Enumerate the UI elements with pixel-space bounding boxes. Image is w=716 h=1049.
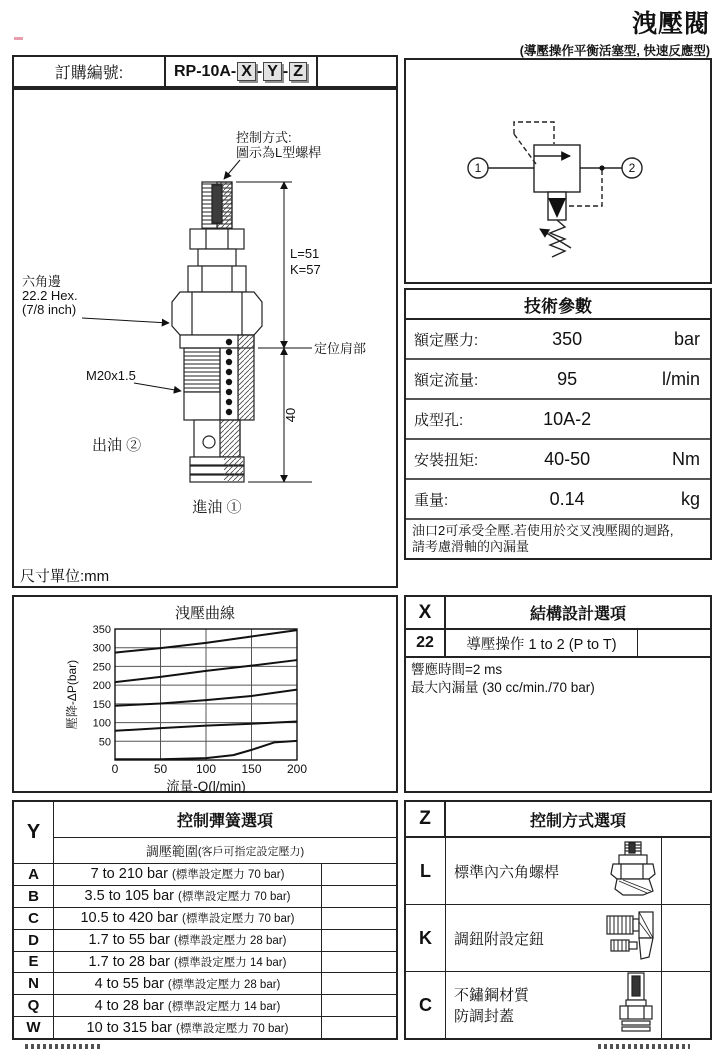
params-note-line1: 油口2可承受全壓.若使用於交叉洩壓閥的迴路,	[412, 523, 674, 538]
x-key: X	[406, 597, 446, 628]
y-range-value: 4 to 28 bar	[94, 997, 164, 1014]
z-options-header	[406, 802, 710, 838]
xtick-label: 0	[111, 762, 119, 776]
ytick-label: 300	[92, 642, 111, 655]
x-option-desc: 導壓操作 1 to 2 (P to T)	[446, 630, 638, 656]
scan-artifact	[14, 37, 23, 40]
y-option-empty-cell	[322, 908, 396, 929]
param-row	[406, 480, 710, 520]
y-standard-setting: (標準設定壓力 70 bar)	[171, 869, 285, 882]
y-option-empty-cell	[322, 864, 396, 885]
sealed-cap-icon	[615, 972, 657, 1038]
callout-hex-line3: (7/8 inch)	[22, 302, 77, 317]
port2-outlet-label: 出油 ②	[92, 437, 142, 454]
param-value: 10A-2	[543, 408, 592, 429]
y-option-code: B	[14, 886, 54, 907]
x-options-panel	[404, 595, 712, 793]
x-title: 結構設計選項	[529, 606, 626, 623]
dimension-drawing-panel	[12, 88, 398, 588]
y-option-empty-cell	[322, 952, 396, 973]
z-option-code: L	[406, 838, 446, 904]
y-range-value: 4 to 55 bar	[94, 975, 164, 992]
hydraulic-symbol-panel	[404, 58, 712, 284]
relief-curve-panel	[12, 595, 398, 793]
hydraulic-symbol	[406, 60, 710, 282]
y-option-range	[54, 995, 322, 1016]
y-option-empty-cell	[322, 886, 396, 907]
dim-40-label: 40	[283, 407, 298, 423]
y-axis-label: 壓降-ΔP(bar)	[65, 659, 79, 730]
z-option-desc	[446, 972, 662, 1038]
y-option-empty-cell	[322, 930, 396, 951]
y-standard-setting: (標準設定壓力 14 bar)	[173, 956, 287, 969]
y-option-code: A	[14, 864, 54, 885]
y-option-row	[14, 995, 396, 1017]
y-option-code: D	[14, 930, 54, 951]
y-option-row	[14, 952, 396, 974]
z-option-desc	[446, 905, 662, 971]
callout-control-line2: 圖示為L型螺桿	[236, 145, 322, 160]
x-option-row	[406, 630, 710, 658]
z-desc-line1: 調鈕附設定鈕	[454, 930, 545, 948]
z-desc-line1: 標準內六角螺桿	[454, 863, 560, 881]
y-option-empty-cell	[322, 995, 396, 1016]
shoulder-label: 定位肩部	[314, 341, 367, 356]
y-subtitle-main: 調壓範圍	[145, 844, 198, 859]
params-title: 技術參數	[406, 290, 710, 320]
order-code-sep1: -	[256, 62, 263, 80]
y-header-right	[54, 802, 396, 863]
y-standard-setting: (標準設定壓力 70 bar)	[176, 1022, 289, 1035]
ytick-label: 250	[92, 661, 111, 674]
xtick-label: 50	[153, 762, 168, 776]
ytick-label: 200	[92, 680, 111, 693]
y-standard-setting: (標準設定壓力 14 bar)	[167, 1000, 281, 1013]
y-standard-setting: (標準設定壓力 28 bar)	[167, 978, 281, 991]
param-label: 額定流量:	[414, 371, 479, 389]
xtick-label: 150	[241, 762, 262, 776]
z-title: 控制方式選項	[529, 812, 626, 830]
xtick-label: 200	[286, 762, 308, 776]
technical-parameters-panel	[404, 288, 712, 560]
param-value: 0.14	[549, 488, 585, 509]
y-option-empty-cell	[322, 973, 396, 994]
chart-title: 洩壓曲線	[174, 605, 235, 622]
ytick-label: 150	[92, 698, 111, 711]
y-standard-setting: (標準設定壓力 28 bar)	[173, 935, 287, 948]
param-row	[406, 400, 710, 440]
symbol-port2-label: 2	[628, 161, 636, 175]
y-range-value: 1.7 to 28 bar	[88, 953, 170, 970]
ytick-label: 100	[92, 717, 111, 730]
callout-hex-line1: 六角邊	[22, 274, 62, 289]
z-option-empty-cell	[662, 838, 710, 904]
order-empty-cell	[318, 57, 396, 86]
x-notes	[406, 658, 710, 699]
order-code-y: Y	[263, 62, 282, 82]
y-standard-setting: (標準設定壓力 70 bar)	[182, 913, 295, 926]
z-option-row	[406, 838, 710, 905]
callout-control-line1: 控制方式:	[236, 130, 292, 145]
y-option-code: C	[14, 908, 54, 929]
z-options-panel	[404, 800, 712, 1040]
y-option-row	[14, 930, 396, 952]
x-axis-label: 流量-Q(l/min)	[166, 779, 246, 793]
z-key: Z	[406, 802, 446, 836]
y-option-row	[14, 973, 396, 995]
param-value: 350	[552, 328, 583, 349]
symbol-port1-label: 1	[474, 161, 482, 175]
z-option-code: K	[406, 905, 446, 971]
ytick-label: 50	[98, 736, 111, 749]
y-option-range	[54, 886, 322, 907]
dim-l-label: L=51	[290, 246, 320, 261]
z-option-row	[406, 905, 710, 972]
x-note-line1: 響應時間=2 ms	[411, 662, 503, 677]
param-row	[406, 360, 710, 400]
dim-k-label: K=57	[290, 262, 321, 277]
page-subtitle: (導壓操作平衡活塞型, 快速反應型)	[519, 44, 710, 58]
page-title: 洩壓閥	[631, 10, 710, 38]
knob-icon	[605, 909, 657, 967]
y-option-range	[54, 908, 322, 929]
y-subtitle	[54, 838, 396, 863]
param-unit: Nm	[671, 448, 700, 469]
y-option-range	[54, 930, 322, 951]
valve-cross-section-drawing	[14, 90, 396, 586]
order-code-z: Z	[289, 62, 307, 82]
y-range-value: 10.5 to 420 bar	[80, 910, 179, 927]
y-rows	[14, 864, 396, 1038]
y-option-range	[54, 973, 322, 994]
param-value: 40-50	[544, 448, 591, 469]
z-option-row	[406, 972, 710, 1038]
order-code-x: X	[237, 62, 256, 82]
x-options-header	[406, 597, 710, 630]
param-row	[406, 440, 710, 480]
y-option-row	[14, 1017, 396, 1038]
z-option-empty-cell	[662, 972, 710, 1038]
param-value: 95	[557, 368, 578, 389]
y-option-range	[54, 864, 322, 885]
order-code-prefix: RP-10A-	[173, 62, 237, 80]
param-label: 重量:	[414, 491, 449, 509]
x-rows	[406, 630, 710, 658]
param-label: 成型孔:	[414, 411, 464, 429]
y-option-empty-cell	[322, 1017, 396, 1038]
order-code	[166, 57, 318, 86]
params-rows	[406, 320, 710, 520]
relief-curve-chart	[14, 619, 400, 793]
x-option-code: 22	[406, 630, 446, 656]
units-note: 尺寸單位:mm	[20, 568, 110, 585]
y-option-row	[14, 886, 396, 908]
param-label: 額定壓力:	[414, 331, 479, 349]
xtick-label: 100	[195, 762, 217, 776]
y-standard-setting: (標準設定壓力 70 bar)	[178, 891, 291, 904]
port1-inlet-label: 進油 ①	[192, 499, 242, 516]
z-desc-line2: 防調封蓋	[454, 1008, 515, 1025]
z-rows	[406, 838, 710, 1038]
param-unit: kg	[680, 488, 700, 509]
y-range-value: 1.7 to 55 bar	[88, 932, 170, 949]
params-note	[406, 520, 710, 556]
params-note-line2: 請考慮滑軸的內漏量	[412, 539, 530, 555]
y-title: 控制彈簧選項	[54, 802, 396, 838]
order-label: 訂購編號:	[14, 57, 166, 86]
y-range-value: 10 to 315 bar	[86, 1019, 172, 1036]
param-unit: bar	[673, 328, 700, 349]
param-label: 安裝扭矩:	[414, 451, 479, 469]
y-range-value: 7 to 210 bar	[90, 866, 168, 883]
y-option-range	[54, 952, 322, 973]
param-row	[406, 320, 710, 360]
footer-clipped-text-left	[25, 1044, 103, 1049]
y-option-code: Q	[14, 995, 54, 1016]
param-unit: l/min	[661, 368, 700, 389]
ytick-label: 350	[92, 624, 111, 636]
z-option-desc	[446, 838, 662, 904]
y-option-row	[14, 908, 396, 930]
z-option-code: C	[406, 972, 446, 1038]
z-option-empty-cell	[662, 905, 710, 971]
callout-thread: M20x1.5	[86, 368, 136, 383]
y-option-range	[54, 1017, 322, 1038]
callout-hex-line2: 22.2 Hex.	[22, 288, 78, 303]
x-option-empty-cell	[638, 630, 710, 656]
socket-screw-icon	[607, 841, 657, 901]
title-block	[520, 4, 710, 59]
y-option-code: E	[14, 952, 54, 973]
y-options-panel	[12, 800, 398, 1040]
y-options-header	[14, 802, 396, 864]
order-number-box	[12, 55, 398, 88]
y-range-value: 3.5 to 105 bar	[84, 888, 175, 905]
y-option-code: W	[14, 1017, 54, 1038]
y-key: Y	[14, 802, 54, 863]
x-note-line2: 最大內漏量 (30 cc/min./70 bar)	[411, 679, 595, 695]
footer-clipped-text-right	[598, 1044, 690, 1049]
z-desc-line1: 不鏽鋼材質	[454, 987, 530, 1004]
y-subtitle-paren: (客戶可指定設定壓力)	[197, 845, 305, 858]
order-code-sep2: -	[282, 62, 289, 80]
y-option-code: N	[14, 973, 54, 994]
y-option-row	[14, 864, 396, 886]
